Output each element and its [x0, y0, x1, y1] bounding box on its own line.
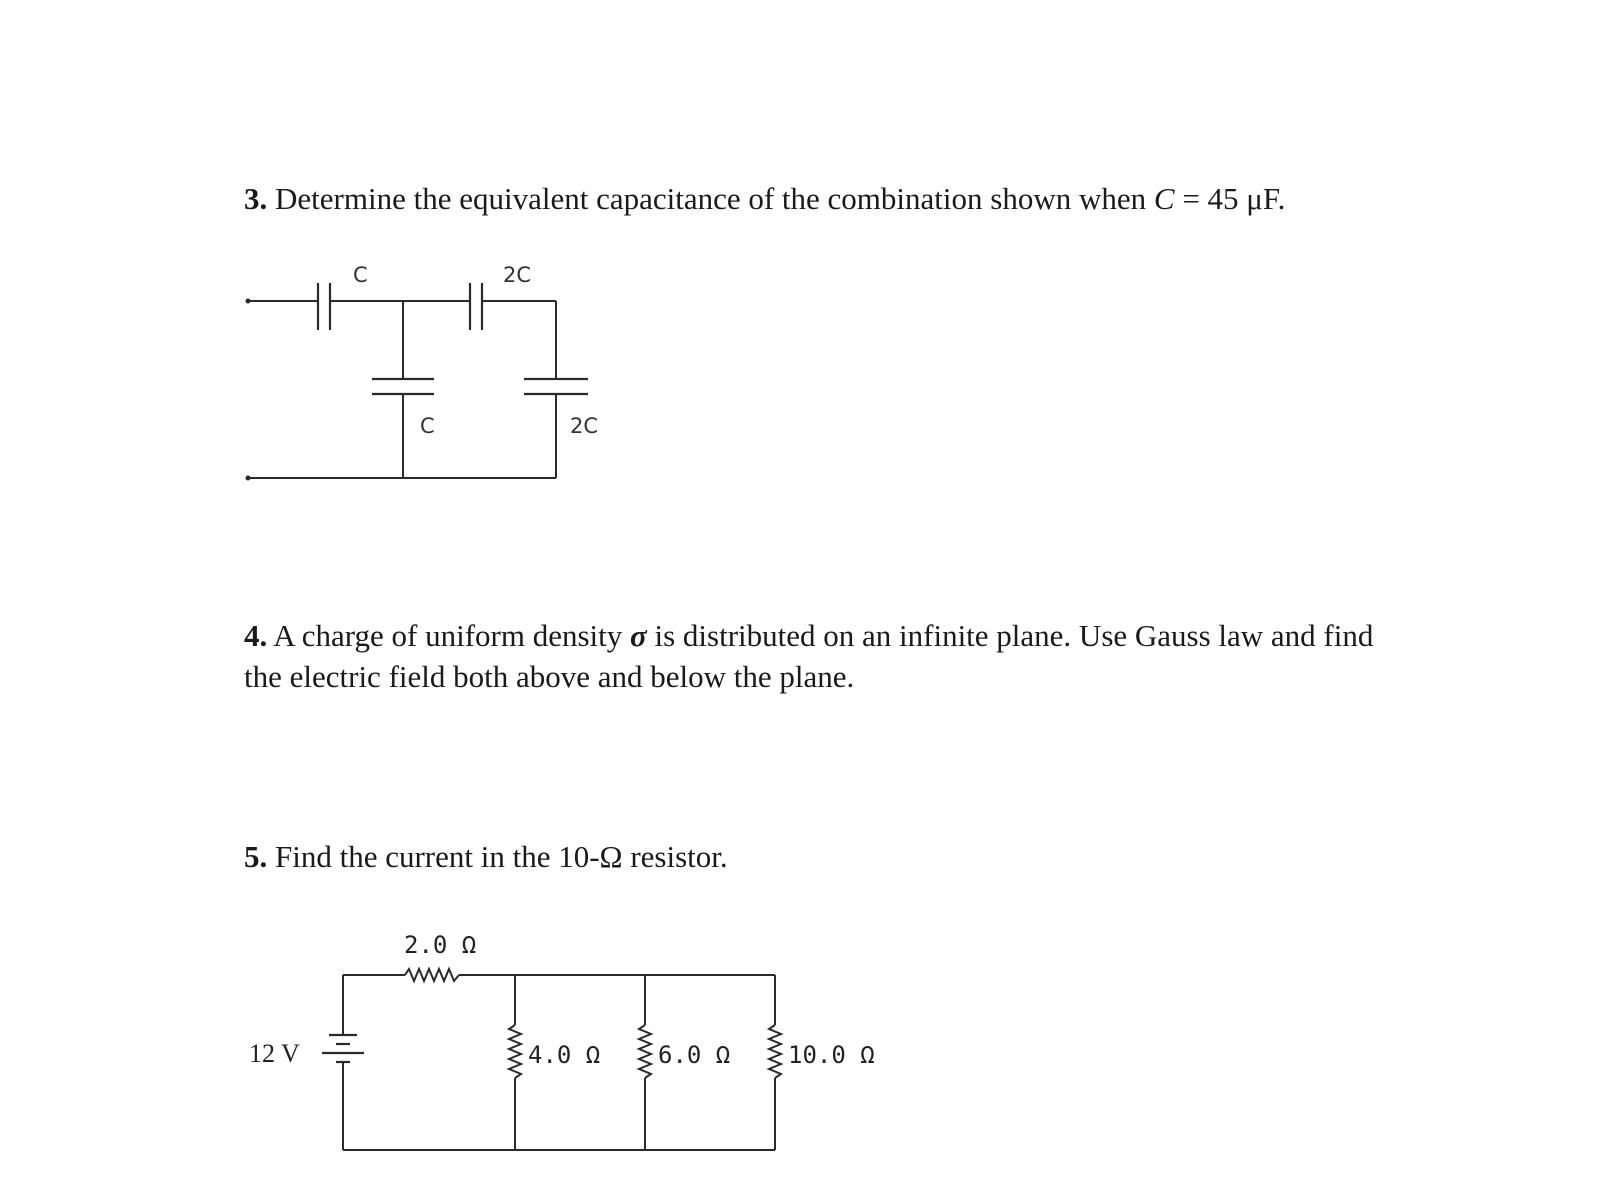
question-4-line2: the electric field both above and below the plane.	[244, 659, 855, 694]
question-4-line1-before: A charge of uniform density	[267, 618, 631, 653]
question-4-number: 4.	[244, 618, 268, 653]
question-3-number: 3.	[244, 181, 268, 216]
resistor-6-ohm	[639, 1025, 651, 1078]
question-5-text: Find the current in the 10-Ω resistor.	[267, 839, 728, 874]
label-2c-series: 2C	[503, 263, 532, 287]
resistor-4-ohm	[509, 1025, 521, 1078]
label-6-ohm: 6.0 Ω	[658, 1041, 731, 1069]
question-3-text-after: = 45 μF.	[1174, 181, 1286, 216]
label-battery-voltage: 12 V	[249, 1039, 300, 1068]
label-2-ohm: 2.0 Ω	[404, 931, 477, 959]
resistor-2-ohm	[405, 969, 459, 981]
question-3-variable: C	[1153, 181, 1175, 216]
label-10-ohm: 10.0 Ω	[788, 1041, 875, 1069]
resistor-10-ohm	[769, 1025, 781, 1078]
question-5-number: 5.	[244, 839, 268, 874]
label-2c-shunt: 2C	[570, 414, 599, 438]
label-c-shunt: C	[420, 414, 435, 438]
label-c-series: C	[353, 263, 368, 287]
sigma-symbol: σ	[630, 618, 647, 653]
question-4-line1-after: is distributed on an infinite plane. Use Gauss law and find	[646, 618, 1374, 653]
label-4-ohm: 4.0 Ω	[528, 1041, 601, 1069]
question-3-text-before: Determine the equivalent capacitance of the combination shown when	[267, 181, 1154, 216]
